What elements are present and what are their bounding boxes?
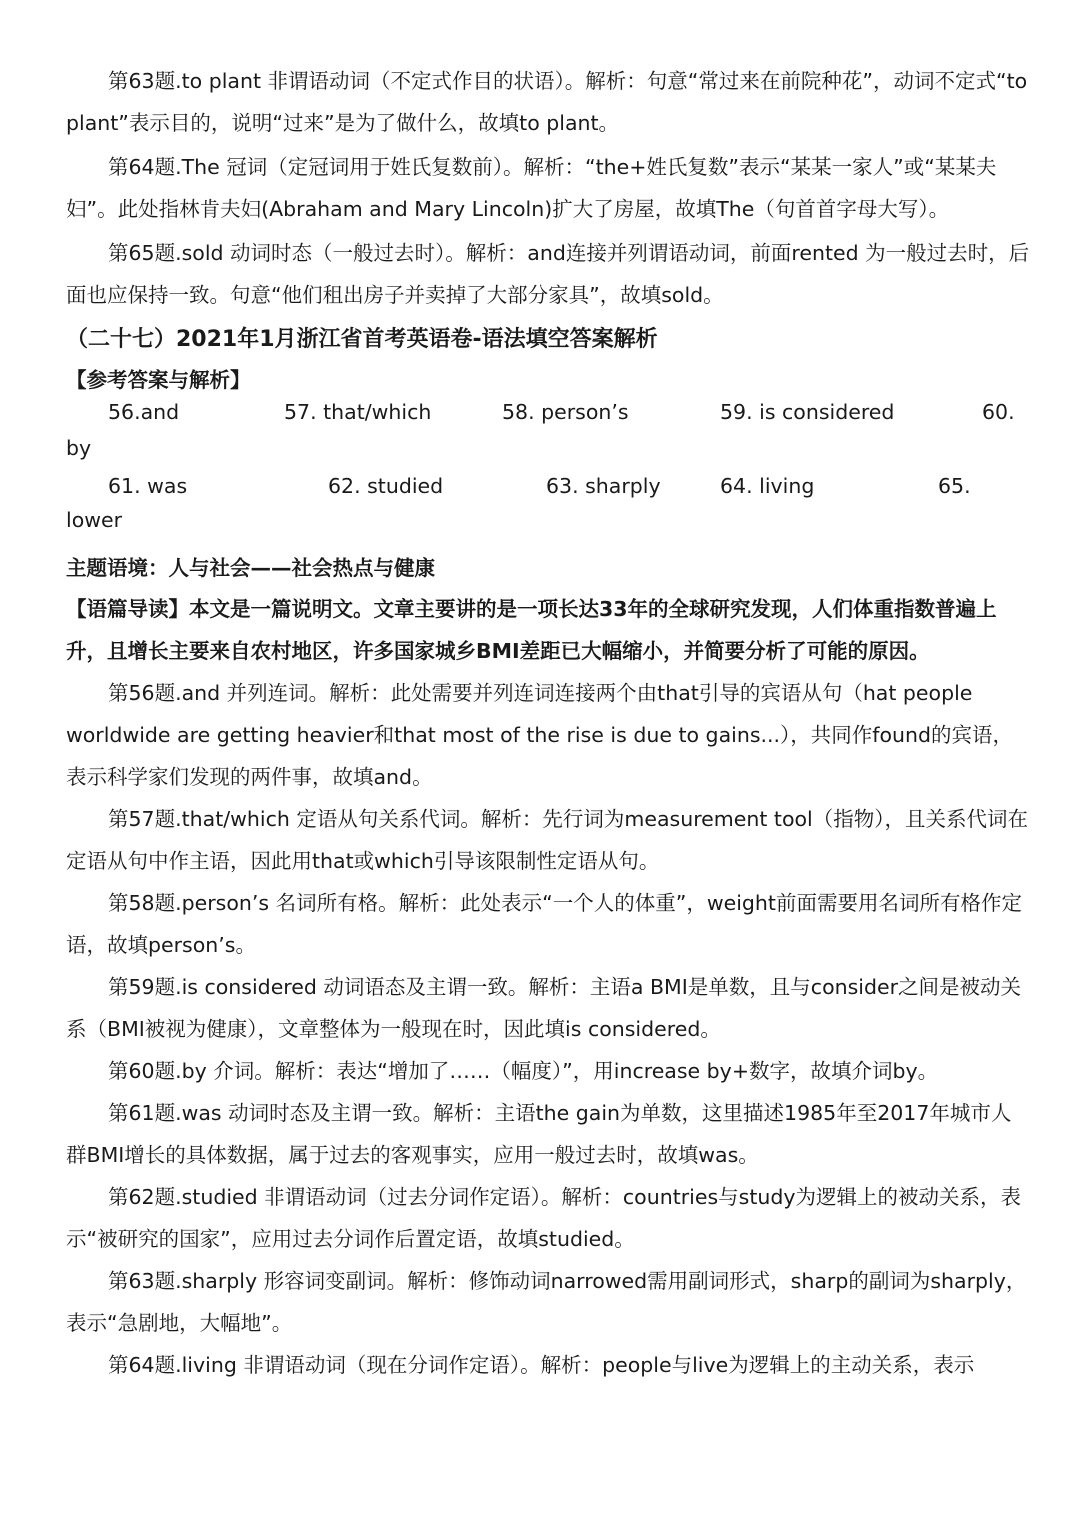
- answer-56: 56.and: [108, 400, 180, 424]
- answer-63: 63. sharply: [546, 474, 661, 498]
- answer-60-label: 60.: [982, 400, 1015, 424]
- answer-64: 64. living: [720, 474, 815, 498]
- paragraph-q64-the: 第64题.The 冠词（定冠词用于姓氏复数前）。解析：“the+姓氏复数”表示“某某一家人”或“某某夫妇”。此处指林肯夫妇(Abraham and Mary Lincoln)扩大了房屋，故填The（句首首字母大写）。: [66, 155, 997, 221]
- answer-58: 58. person’s: [502, 400, 629, 424]
- theme-context: 主题语境：人与社会——社会热点与健康: [66, 556, 435, 580]
- explanation-60: 第60题.by 介词。解析：表达“增加了……（幅度）”，用increase by+数字，故填介词by。: [108, 1059, 939, 1083]
- explanation-63: 第63题.sharply 形容词变副词。解析：修饰动词narrowed需用副词形式，sharp的副词为sharply，表示“急剧地，大幅地”。: [66, 1269, 1027, 1335]
- answer-heading: 【参考答案与解析】: [66, 368, 251, 392]
- explanation-62: 第62题.studied 非谓语动词（过去分词作定语）。解析：countries与study为逻辑上的被动关系，表示“被研究的国家”，应用过去分词作后置定语，故填studied。: [66, 1185, 1022, 1251]
- answer-59: 59. is considered: [720, 400, 895, 424]
- explanation-57: 第57题.that/which 定语从句关系代词。解析：先行词为measurement tool（指物），且关系代词在定语从句中作主语，因此用that或which引导该限制性定语从句。: [66, 807, 1028, 873]
- section-title: （二十七）2021年1月浙江省首考英语卷-语法填空答案解析: [66, 327, 658, 352]
- explanation-61: 第61题.was 动词时态及主谓一致。解析：主语the gain为单数，这里描述1985年至2017年城市人群BMI增长的具体数据，属于过去的客观事实，应用一般过去时，故填was。: [66, 1101, 1012, 1167]
- answer-60-value: by: [66, 436, 92, 460]
- explanation-64: 第64题.living 非谓语动词（现在分词作定语）。解析：people与live为逻辑上的主动关系，表示: [108, 1353, 975, 1377]
- answer-57: 57. that/which: [284, 400, 432, 424]
- paragraph-q63-plant: 第63题.to plant 非谓语动词（不定式作目的状语）。解析：句意“常过来在前院种花”，动词不定式“to plant”表示目的，说明“过来”是为了做什么，故填to plant。: [66, 69, 1028, 135]
- answer-65-label: 65.: [938, 474, 971, 498]
- explanation-59: 第59题.is considered 动词语态及主谓一致。解析：主语a BMI是单数，且与consider之间是被动关系（BMI被视为健康），文章整体为一般现在时，因此填is considered。: [66, 975, 1022, 1041]
- paragraph-q65-sold: 第65题.sold 动词时态（一般过去时）。解析：and连接并列谓语动词，前面rented 为一般过去时，后面也应保持一致。句意“他们租出房子并卖掉了大部分家具”，故填sold。: [66, 241, 1030, 307]
- explanation-56: 第56题.and 并列连词。解析：此处需要并列连词连接两个由that引导的宾语从句（hat people worldwide are getting heavier和that most of the rise is due to gains...），共同作found的宾语，表示科学家们发现的两件事，故填and。: [66, 681, 1014, 789]
- document-page: [66, 60, 1030, 1386]
- answer-61: 61. was: [108, 474, 188, 498]
- answer-key: [66, 400, 1030, 548]
- answer-62: 62. studied: [328, 474, 444, 498]
- passage-intro: 【语篇导读】本文是一篇说明文。文章主要讲的是一项长达33年的全球研究发现，人们体重指数普遍上升，且增长主要来自农村地区，许多国家城乡BMI差距已大幅缩小，并简要分析了可能的原因。: [66, 597, 997, 663]
- answer-65-value: lower: [66, 508, 123, 532]
- explanation-58: 第58题.person’s 名词所有格。解析：此处表示“一个人的体重”，weight前面需要用名词所有格作定语，故填person’s。: [66, 891, 1022, 957]
